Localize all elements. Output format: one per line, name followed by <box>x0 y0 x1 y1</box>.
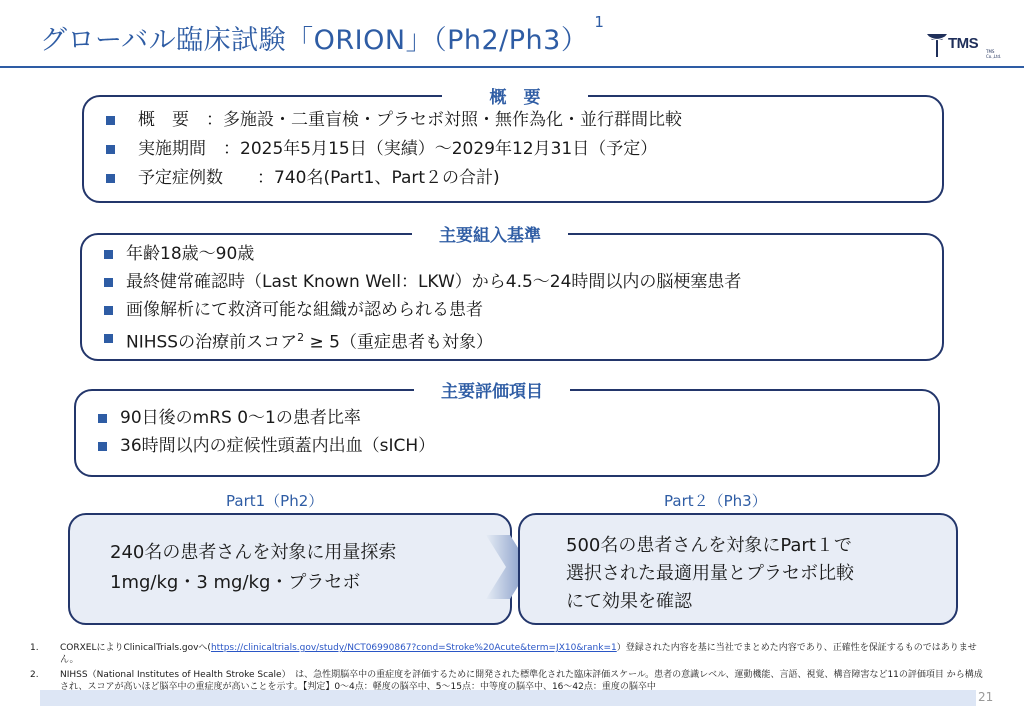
title-footnote-ref: 1 <box>594 13 605 31</box>
footnote-1 <box>30 642 990 666</box>
footnote-1-pre: CORXELによりClinicalTrials.govへ( <box>60 643 211 653</box>
clinicaltrials-link[interactable]: https://clinicaltrials.gov/study/NCT06990867?cond=Stroke%20Acute&term=JX10&rank=1 <box>210 643 617 653</box>
logo-subtext: TMS Co.,Ltd. <box>986 49 1002 59</box>
page-title <box>40 13 605 57</box>
logo-mark-icon <box>926 32 948 58</box>
part2-line: 選択された最適用量とプラセボ比較 <box>566 563 854 584</box>
footnote-number: 1. <box>30 643 39 653</box>
footnote-2 <box>30 669 990 693</box>
part1-label: Part1（Ph2） <box>226 492 324 510</box>
bullet-square-icon <box>106 145 115 154</box>
page-number: 21 <box>978 690 994 704</box>
bullet-square-icon <box>106 174 115 183</box>
inclusion-item <box>104 268 741 296</box>
inclusion-item <box>104 240 741 268</box>
footnote-1-post: ）登録された内容を基に当社でまとめた内容であり、正確性を保証するものではありません。 <box>60 643 977 665</box>
overview-item-text: 実施期間 ：2025年5月15日（実績）～2029年12月31日（予定） <box>138 139 658 159</box>
part1-line: 1mg/kg・3 mg/kg・プラセボ <box>110 572 361 593</box>
inclusion-label: 主要組入基準 <box>412 221 568 246</box>
endpoints-label: 主要評価項目 <box>414 377 570 402</box>
overview-label: 概 要 <box>442 83 588 108</box>
endpoint-item-text: 90日後のmRS 0～1の患者比率 <box>120 408 361 428</box>
part1-text <box>110 538 396 598</box>
bullet-square-icon <box>104 278 113 287</box>
inclusion-list <box>104 240 741 352</box>
endpoint-item-text: 36時間以内の症候性頭蓋内出血（sICH） <box>120 436 436 456</box>
part2-line: 500名の患者さんを対象にPart１で <box>566 535 852 556</box>
bullet-square-icon <box>104 306 113 315</box>
company-logo <box>926 30 1006 60</box>
footnotes <box>30 642 990 696</box>
inclusion-item4-suffix: ≥ 5（重症患者も対象） <box>304 332 493 353</box>
inclusion-item <box>104 296 741 324</box>
title-divider <box>0 66 1024 68</box>
overview-item-text: 予定症例数 ：740名(Part1、Part２の合計) <box>138 168 500 188</box>
overview-item <box>106 164 682 193</box>
part2-line: にて効果を確認 <box>566 591 692 612</box>
overview-item <box>106 135 682 164</box>
endpoint-item <box>98 432 435 460</box>
bullet-square-icon <box>98 442 107 451</box>
part2-text <box>566 532 854 616</box>
footnote-2-text: NIHSS（National Institutes of Health Stroke Scale） は、急性期脳卒中の重症度を評価するために開発された標準化された臨床評価スケール。患者の意識レベル、運動機能、言語、視覚、構音障害など11の評価項目 から構成され、スコアが高いほど脳卒中の重症度が高いことを示す。【判定】0～4点：軽度の脳卒中、5～15点：中等度の脳卒中、16～42点：重度の脳卒中 <box>60 670 983 692</box>
overview-item-text: 概 要 ：多施設・二重盲検・プラセボ対照・無作為化・並行群間比較 <box>138 110 682 130</box>
inclusion-item-text: 最終健常確認時（Last Known Well：LKW）から4.5～24時間以内の脳梗塞患者 <box>126 272 742 292</box>
endpoint-item <box>98 404 435 432</box>
bullet-square-icon <box>106 116 115 125</box>
part2-label: Part２（Ph3） <box>664 492 767 510</box>
overview-list <box>106 106 682 193</box>
bullet-square-icon <box>104 250 113 259</box>
inclusion-item <box>104 324 741 352</box>
bullet-square-icon <box>98 414 107 423</box>
endpoints-list <box>98 404 435 460</box>
part1-line: 240名の患者さんを対象に用量探索 <box>110 542 397 563</box>
inclusion-item-text: 画像解析にて救済可能な組織が認められる患者 <box>126 300 483 320</box>
inclusion-item-text: 年齢18歳～90歳 <box>126 244 255 264</box>
nihss-footnote-ref: 2 <box>297 331 305 344</box>
footnote-number: 2. <box>30 670 39 680</box>
inclusion-item4-prefix: NIHSSの治療前スコア <box>126 332 298 353</box>
overview-item <box>106 106 682 135</box>
logo-text: TMS <box>948 35 979 52</box>
page-title-text: グローバル臨床試験「ORION」（Ph2/Ph3） <box>40 25 589 56</box>
bullet-square-icon <box>104 334 113 343</box>
